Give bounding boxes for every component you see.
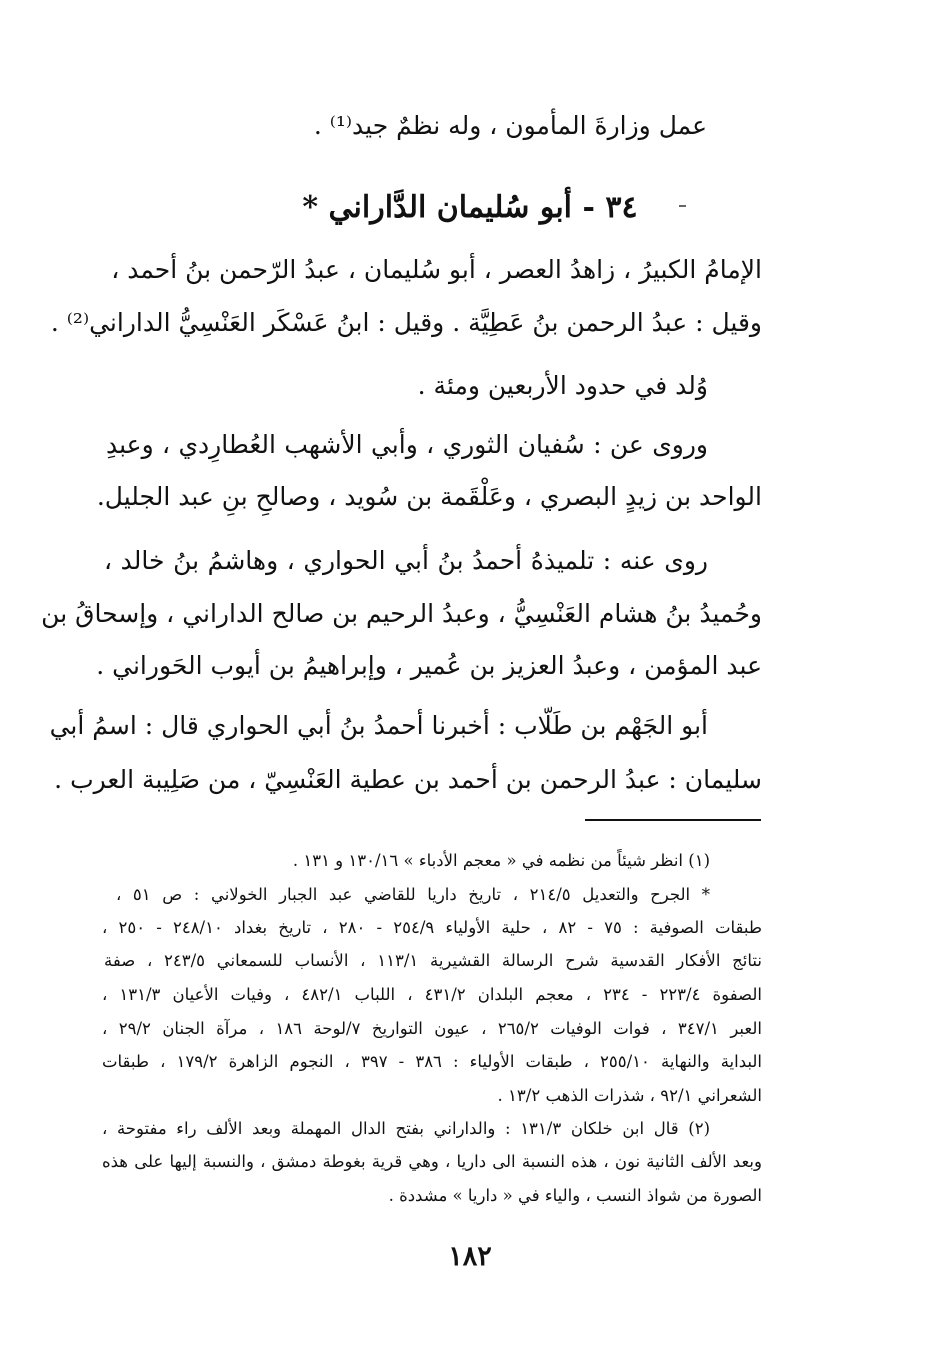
footnote-line: * الجرح والتعديل ٢١٤/٥ ، تاريخ داريا للقاضي عبد الجبار الخولاني : ص ٥١ ، (116, 885, 710, 904)
footnote-line: (٢) قال ابن خلكان ١٣١/٣ : والداراني بفتح الدال المهملة وبعد الألف راء مفتوحة ، (102, 1119, 710, 1138)
biography-heading: ٣٤ - أبو سُليمان الدَّاراني * (302, 190, 638, 225)
footnote-separator (585, 819, 761, 821)
text-line: وُلد في حدود الأربعين ومئة . (417, 371, 708, 400)
text-line: الإمامُ الكبيرُ ، زاهدُ العصر ، أبو سُليمان ، عبدُ الرّحمن بنُ أحمد ، (111, 255, 762, 284)
page-number: ١٨٢ (448, 1241, 492, 1272)
continuation-line: عمل وزارةَ المأمون ، وله نظمٌ جيد⁽¹⁾ . (313, 111, 707, 140)
text-line: وروى عن : سُفيان الثوري ، وأبي الأشهب العُطارِدي ، وعبدِ (106, 430, 708, 459)
text-line: وحُميدُ بنُ هشام العَنْسِيُّ ، وعبدُ الرحيم بن صالح الداراني ، وإسحاقُ بن (41, 599, 762, 628)
footnote-line: (١) انظر شيئاً من نظمه في « معجم الأدباء » ١٣٠/١٦ و ١٣١ . (292, 851, 710, 870)
text-line: روى عنه : تلميذهُ أحمدُ بنُ أبي الحواري ، وهاشمُ بنُ خالد ، (104, 546, 708, 575)
text-line: أبو الجَهْم بن طَلّاب : أخبرنا أحمدُ بنُ أبي الحواري قال : اسمُ أبي (49, 711, 708, 740)
footnote-line: الصفوة ٢٢٣/٤ - ٢٣٤ ، معجم البلدان ٤٣١/٢ ، اللباب ٤٨٢/١ ، وفيات الأعيان ١٣١/٣ ، (102, 985, 762, 1004)
footnote-line: العبر ٣٤٧/١ ، فوات الوفيات ٢٦٥/٢ ، عيون التواريخ ٧/لوحة ١٨٦ ، مرآة الجنان ٢٩/٢ ، (102, 1019, 762, 1038)
footnote-line: نتائج الأفكار القدسية شرح الرسالة القشيرية ١١٣/١ ، الأنساب للسمعاني ٢٤٣/٥ ، صفة (104, 951, 762, 970)
footnote-line: البداية والنهاية ٢٥٥/١٠ ، طبقات الأولياء : ٣٨٦ - ٣٩٧ ، النجوم الزاهرة ١٧٩/٢ ، طبقات (102, 1052, 762, 1071)
text-line: الواحد بن زيدٍ البصري ، وعَلْقَمة بن سُويد ، وصالحِ بنِ عبد الجليل. (96, 482, 762, 511)
text-line: عبد المؤمن ، وعبدُ العزيز بن عُمير ، وإبراهيمُ بن أيوب الحَوراني . (96, 651, 762, 680)
text-line: سليمان : عبدُ الرحمن بن أحمد بن عطية العَنْسِيّ ، من صَلِيبة العرب . (54, 765, 762, 794)
footnote-line: الشعراني ٩٢/١ ، شذرات الذهب ١٣/٢ . (497, 1086, 762, 1105)
footnote-line: وبعد الألف الثانية نون ، هذه النسبة الى داريا ، وهي قرية بغوطة دمشق ، والنسبة إليها على هذه (102, 1152, 762, 1171)
footnote-line: طبقات الصوفية : ٧٥ - ٨٢ ، حلية الأولياء ٢٥٤/٩ - ٢٨٠ ، تاريخ بغداد ٢٤٨/١٠ - ٢٥٠ ، (102, 918, 763, 937)
footnote-line: الصورة من شواذ النسب ، والياء في « داريا » مشددة . (388, 1186, 762, 1205)
text-line: وقيل : عبدُ الرحمن بنُ عَطِيَّة . وقيل : ابنُ عَسْكَر العَنْسِيُّ الداراني⁽²⁾ . (50, 308, 762, 337)
